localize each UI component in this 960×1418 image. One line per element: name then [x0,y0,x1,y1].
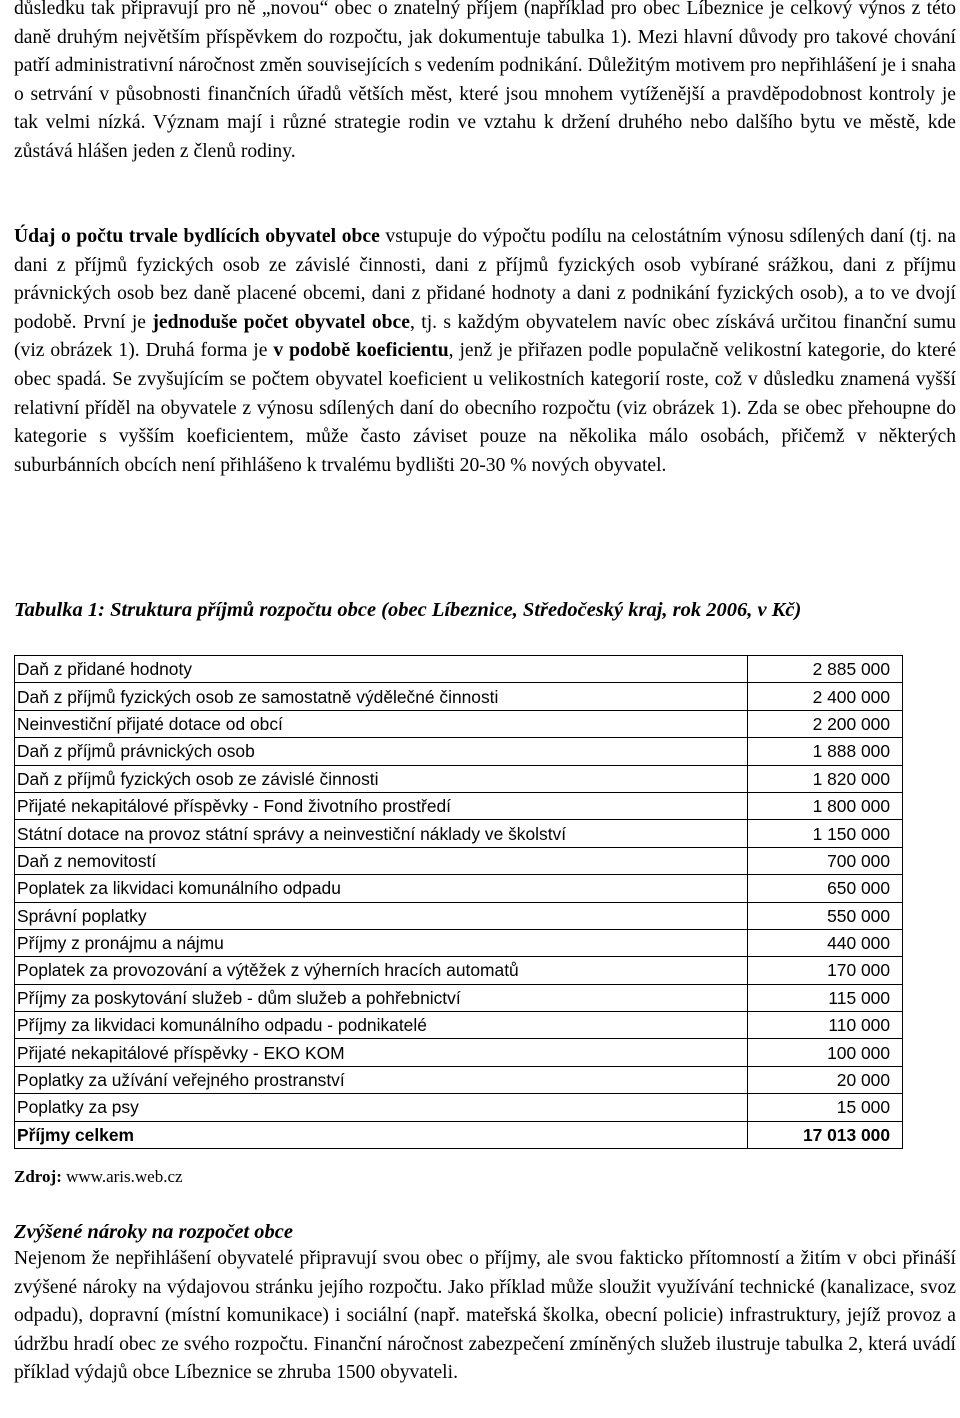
paragraph-text: , jenž je přiřazen podle populačně velikostní kategorie, do které obec spadá. Se zvyšujícím se počtem obyvatel koeficient u velikostních kategorií roste, což v důsledku znamená vyšší relativní příděl na obyvatele z výnosu sdílených daní do obecního rozpočtu (viz obrázek 1). Zda se obec přehoupne do kategorie s vyšším koeficientem, může často záviset pouze na několika málo osobách, přičemž v některých suburbánních obcích není přihlášeno k trvalému bydlišti 20-30 % nových obyvatel. [14,340,957,476]
row-value: 100 000 [748,1039,903,1066]
row-value: 110 000 [748,1012,903,1039]
paragraph-text: důsledku tak připravují pro ně „novou“ obec o znatelný příjem (například pro obec Líbeznice je celkový výnos z této daně druhým největším příspěvkem do rozpočtu, jak dokumentuje tabulka 1). Mezi hlavní důvody pro takové chování patří administrativní náročnost změn souvisejících s vedením podnikání. Důležitým motivem pro nepřihlášení je i snaha o setrvání v působnosti finančních úřadů větších měst, které jsou mnohem vytíženější a pravděpodobnost kontroly je tak velmi nízká. Význam mají i různé strategie rodin ve vztahu k držení druhého nebo dalšího bytu ve městě, kde zůstává hlášen jeden z členů rodiny. [14,0,956,162]
table-row [15,738,903,765]
paragraph-budget-demands [14,1245,956,1388]
row-label: Daň z příjmů právnických osob [15,738,748,765]
paragraph-text: vstupuje do výpočtu podílu na celostátním výnosu sdílených daní (tj. na dani z příjmů fyzických osob ze závislé činnosti, dani z příjmů fyzických osob vybírané srážkou, dani z příjmu právnických osob bez daně placené obcemi, dani z přidané hodnoty a dani z podnikání fyzických osob), a to ve dvojí podobě. První je [14,226,956,333]
table-row [15,1039,903,1066]
row-label: Daň z nemovitostí [15,847,748,874]
table-row [15,984,903,1011]
bold-phrase-coefficient: v podobě koeficientu [273,340,449,362]
table-row [15,1012,903,1039]
row-value: 15 000 [748,1094,903,1121]
row-label: Poplatek za likvidaci komunálního odpadu [15,875,748,902]
row-value: 1 820 000 [748,765,903,792]
row-label: Správní poplatky [15,902,748,929]
row-value: 2 200 000 [748,710,903,737]
total-label: Příjmy celkem [15,1121,748,1148]
row-value: 115 000 [748,984,903,1011]
income-table [14,655,903,1149]
row-label: Příjmy za likvidaci komunálního odpadu - podnikatelé [15,1012,748,1039]
table-row [15,847,903,874]
table-row [15,1094,903,1121]
row-label: Příjmy z pronájmu a nájmu [15,929,748,956]
table-row [15,820,903,847]
table-row [15,1066,903,1093]
table-source [14,1165,183,1189]
row-value: 1 150 000 [748,820,903,847]
table-row [15,792,903,819]
row-label: Neinvestiční přijaté dotace od obcí [15,710,748,737]
row-label: Daň z příjmů fyzických osob ze závislé činnosti [15,765,748,792]
row-label: Státní dotace na provoz státní správy a neinvestiční náklady ve školství [15,820,748,847]
source-label: Zdroj: [14,1167,62,1186]
row-value: 550 000 [748,902,903,929]
table-row [15,656,903,683]
row-label: Daň z přidané hodnoty [15,656,748,683]
paragraph-population-count [14,223,956,480]
bold-phrase-simple-count: jednoduše počet obyvatel obce [152,311,410,333]
row-label: Přijaté nekapitálové příspěvky - EKO KOM [15,1039,748,1066]
table-row [15,765,903,792]
row-value: 2 885 000 [748,656,903,683]
row-label: Poplatky za psy [15,1094,748,1121]
table-row [15,929,903,956]
row-label: Poplatky za užívání veřejného prostranství [15,1066,748,1093]
paragraph-text: , tj. s každým obyvatelem navíc obec získává určitou finanční sumu (viz obrázek 1). Druhá forma je [14,311,956,362]
table-total-row [15,1121,903,1148]
row-value: 2 400 000 [748,683,903,710]
row-value: 170 000 [748,957,903,984]
table-row [15,875,903,902]
section-heading: Zvýšené nároky na rozpočet obce [14,1221,293,1243]
row-value: 20 000 [748,1066,903,1093]
table-row [15,957,903,984]
source-link[interactable]: www.aris.web.cz [66,1167,183,1186]
table-caption: Tabulka 1: Struktura příjmů rozpočtu obce (obec Líbeznice, Středočeský kraj, rok 2006, v Kč) [14,599,802,621]
table-row [15,710,903,737]
table-row [15,683,903,710]
row-value: 440 000 [748,929,903,956]
bold-phrase-population: Údaj o počtu trvale bydlících obyvatel obce [14,226,380,247]
row-label: Příjmy za poskytování služeb - dům služeb a pohřebnictví [15,984,748,1011]
row-label: Poplatek za provozování a výtěžek z výherních hracích automatů [15,957,748,984]
paragraph-text: Nejenom že nepřihlášení obyvatelé připravují svou obec o příjmy, ale svou fakticko přítomností a žitím v obci přináší zvýšené nároky na výdajovou stránku jejího rozpočtu. Jako příklad může sloužit využívání technické (kanalizace, svoz odpadu), dopravní (místní komunikace) i sociální (např. mateřská školka, obecní policie) infrastruktury, jejíž provoz a údržbu hradí obec ze svého rozpočtu. Finanční náročnost zabezpečení zmíněných služeb ilustruje tabulka 2, která uvádí příklad výdajů obce Líbeznice se zhruba 1500 obyvateli. [14,1248,956,1384]
paragraph-tax-motives [14,0,956,167]
row-value: 1 888 000 [748,738,903,765]
row-value: 700 000 [748,847,903,874]
row-value: 650 000 [748,875,903,902]
total-value: 17 013 000 [748,1121,903,1148]
row-label: Přijaté nekapitálové příspěvky - Fond životního prostředí [15,792,748,819]
row-label: Daň z příjmů fyzických osob ze samostatně výdělečné činnosti [15,683,748,710]
table-row [15,902,903,929]
row-value: 1 800 000 [748,792,903,819]
